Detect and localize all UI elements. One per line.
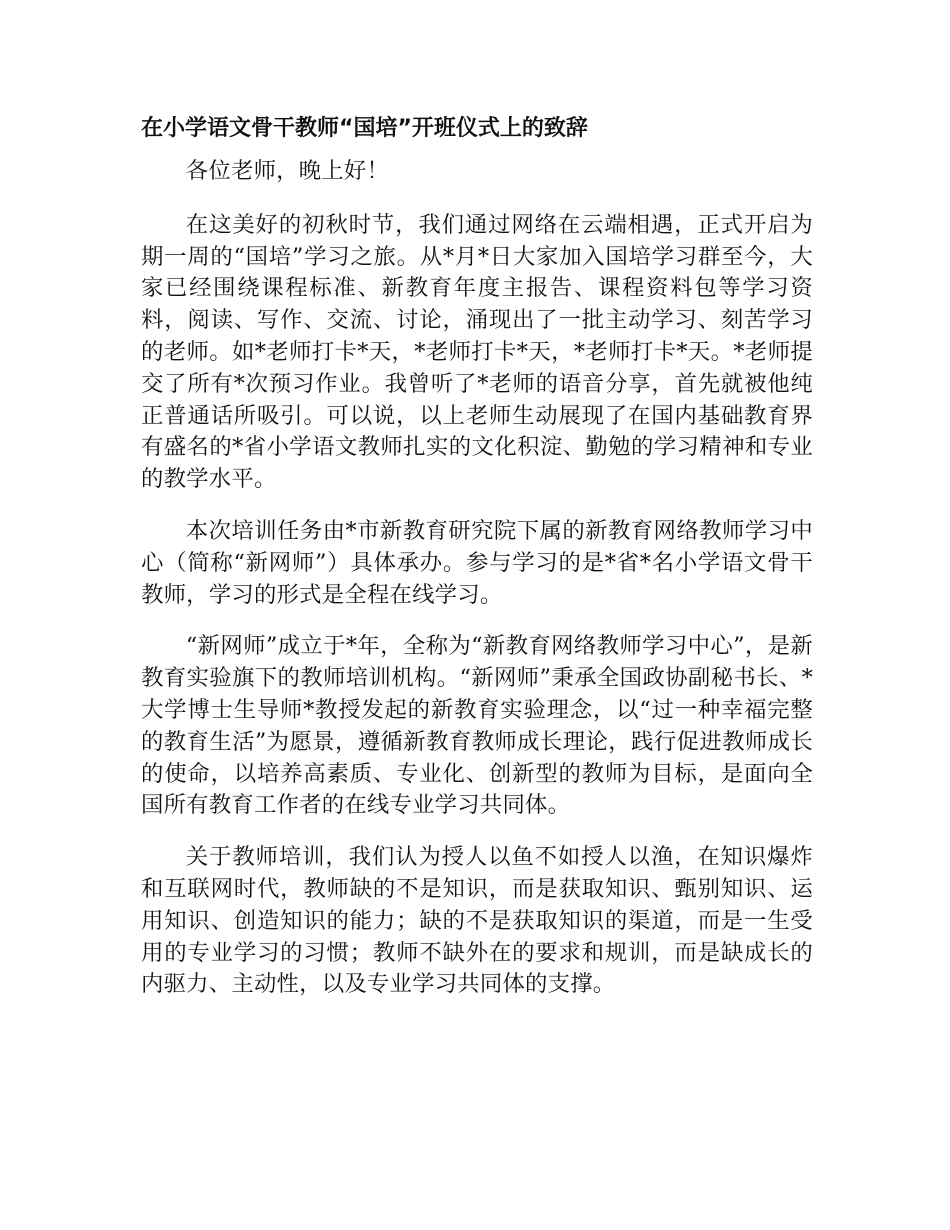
body-paragraph-1: 在这美好的初秋时节，我们通过网络在云端相遇，正式开启为期一周的“国培”学习之旅。从*月*日大家加入国培学习群至今，大家已经围绕课程标准、新教育年度主报告、课程资料包等学习资料，阅读、写作、交流、讨论，涌现出了一批主动学习、刻苦学习的老师。如*老师打卡*天，*老师打卡*天，*老师打卡*天。*老师提交了所有*次预习作业。我曾听了*老师的语音分享，首先就被他纯正普通话所吸引。可以说，以上老师生动展现了在国内基础教育界有盛名的*省小学语文教师扎实的文化积淀、勤勉的学习精神和专业的教学水平。 <box>141 211 813 493</box>
body-paragraph-4: 关于教师培训，我们认为授人以鱼不如授人以渔，在知识爆炸和互联网时代，教师缺的不是知识，而是获取知识、甄别知识、运用知识、创造知识的能力；缺的不是获取知识的渠道，而是一生受用的专业学习的习惯；教师不缺外在的要求和规训，而是缺成长的内驱力、主动性，以及专业学习共同体的支撑。 <box>141 844 813 998</box>
document-title: 在小学语文骨干教师“国培”开班仪式上的致辞 <box>141 116 588 141</box>
greeting-paragraph: 各位老师，晚上好！ <box>185 158 390 184</box>
body-paragraph-3: “新网师”成立于*年，全称为“新教育网络教师学习中心”，是新教育实验旗下的教师培训机构。“新网师”秉承全国政协副秘书长、*大学博士生导师*教授发起的新教育实验理念，以“过一种幸福完整的教育生活”为愿景，遵循新教育教师成长理论，践行促进教师成长的使命，以培养高素质、专业化、创新型的教师为目标，是面向全国所有教育工作者的在线专业学习共同体。 <box>141 633 813 819</box>
document-body <box>141 112 813 1021</box>
body-paragraph-2: 本次培训任务由*市新教育研究院下属的新教育网络教师学习中心（简称“新网师”）具体承办。参与学习的是*省*名小学语文骨干教师，学习的形式是全程在线学习。 <box>141 517 813 608</box>
